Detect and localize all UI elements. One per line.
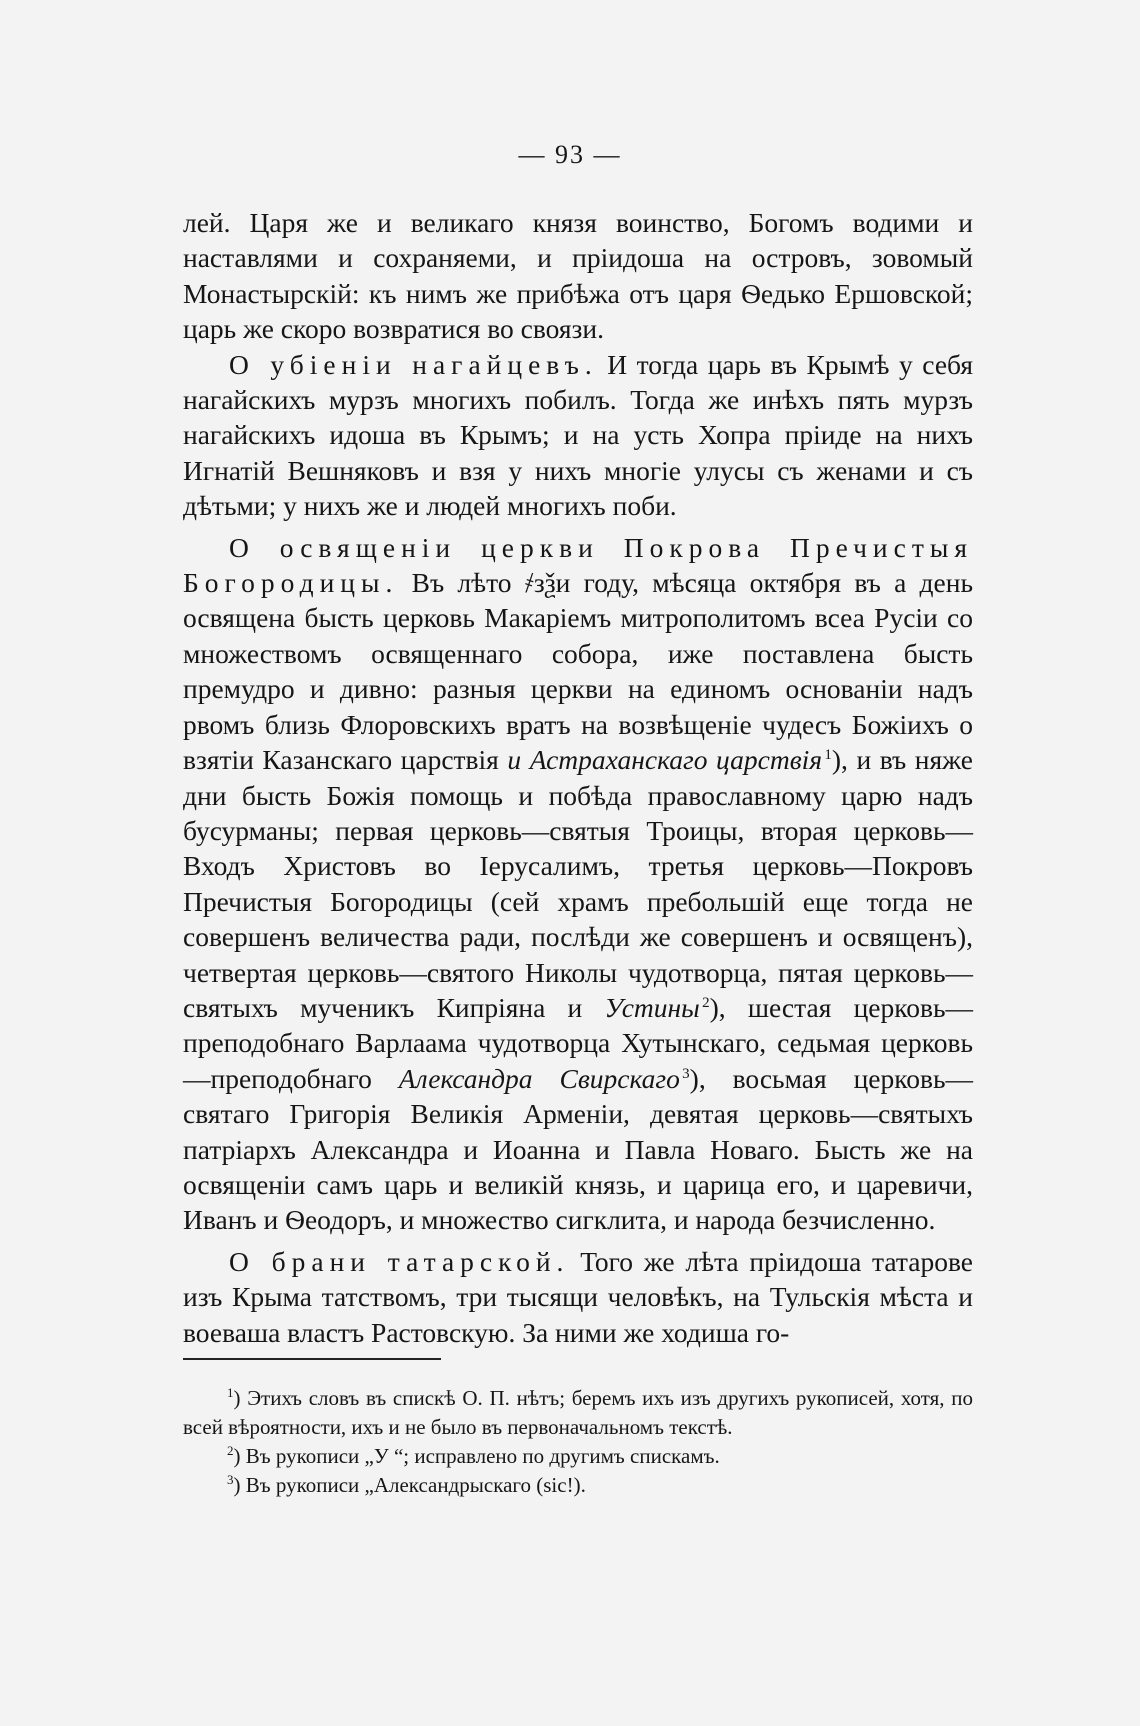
main-text xyxy=(183,205,973,1350)
footnote-3-text: ) Въ рукописи „Александрыскаго (sic!). xyxy=(233,1473,586,1497)
paragraph-1 xyxy=(183,205,973,347)
footnote-2 xyxy=(183,1442,973,1471)
paragraph-3-italic-b: Устины xyxy=(604,991,700,1023)
section-heading-church: О освященіи церкви Покрова Пречистыя Богородицы. xyxy=(183,531,973,599)
paragraph-2 xyxy=(183,347,973,524)
paragraph-3-text-c: ), шестая церковь—преподобнаго Варлаама чудотворца Хутынскаго, седьмая церковь—преподобнаго xyxy=(183,991,973,1094)
paragraph-3-text-a: Въ лѣто ҂зѯи году, мѣсяца октября въ а день освящена бысть церковь Макаріемъ митрополитомъ всеа Русіи со множествомъ освященнаго собора, иже поставлена бысть премудро и дивно: разныя церкви на единомъ основаніи надъ рвомъ близь Флоровскихъ вратъ на возвѣщеніе чудесъ Божіихъ о взятіи Казанскаго царствія xyxy=(183,567,973,776)
paragraph-3-text-b: ), и въ няже дни бысть Божія помощь и побѣда православному царю надъ бусурманы; первая церковь—святыя Троицы, вторая церковь—Входъ Христовъ во Іерусалимъ, третья церковь—Покровъ Пречистыя Богородицы (сей храмъ пребольшій еще тогда не совершенъ величества ради, послѣди же совершенъ и освященъ), четвертая церковь—святого Николы чудотворца, пятая церковь—святыхъ мученикъ Кипріяна и xyxy=(183,744,974,1023)
paragraph-3 xyxy=(183,530,973,1238)
footnote-1-text: ) Этихъ словъ въ спискѣ О. П. нѣтъ; беремъ ихъ изъ другихъ рукописей, хотя, по всей вѣроятности, ихъ и не было въ первоначальномъ текстѣ. xyxy=(183,1386,973,1439)
paragraph-3-italic-c: Александра Свирскаго xyxy=(398,1062,680,1094)
section-heading-nagai: О убіеніи нагайцевъ. xyxy=(229,348,598,380)
paragraph-2-text: И тогда царь въ Крымѣ у себя нагайскихъ мурзъ многихъ побилъ. Тогда же инѣхъ пять мурзъ нагайскихъ идоша въ Крымъ; и на усть Хопра пріиде на нихъ Игнатій Вешняковъ и взя у нихъ многіе улусы съ женами и съ дѣтьми; у нихъ же и людей многихъ поби. xyxy=(183,348,973,522)
footnote-ref-2: 2 xyxy=(702,994,710,1011)
footnote-divider xyxy=(183,1358,441,1360)
footnote-1-mark: 1 xyxy=(227,1385,234,1400)
paragraph-3-italic-a: и Астраханскаго царствія xyxy=(507,744,823,776)
footnote-3 xyxy=(183,1471,973,1500)
footnote-ref-1: 1 xyxy=(824,746,832,763)
section-heading-tatar: О брани татарской. xyxy=(229,1245,570,1277)
paragraph-4-text: Того же лѣта пріидоша татарове изъ Крыма татствомъ, три тысящи человѣкъ, на Тульскія мѣста и воеваша властъ Растовскую. За ними же ходиша го- xyxy=(183,1245,973,1348)
footnote-ref-3: 3 xyxy=(682,1065,690,1082)
footnote-2-mark: 2 xyxy=(227,1443,234,1458)
footnote-2-text: ) Въ рукописи „У “; исправлено по другимъ спискамъ. xyxy=(233,1444,720,1468)
paragraph-1-text: лей. Царя же и великаго князя воинство, Богомъ водими и наставлями и сохраняеми, и пріидоша на островъ, зовомый Монастырскій: къ нимъ же прибѣжа отъ царя Ѳедько Ершовской; царь же скоро возвратися во своязи. xyxy=(183,207,973,345)
paragraph-3-text-d: ), восьмая церковь—святаго Григорія Великія Арменіи, девятая церковь—святыхъ патріархъ Александра и Иоанна и Павла Новаго. Бысть же на освященіи самъ царь и великій князь, и царица его, и царевичи, Иванъ и Ѳеодоръ, и множество сигклита, и народа безчисленно. xyxy=(183,1062,973,1236)
footnotes xyxy=(183,1384,973,1500)
page-number: — 93 — xyxy=(518,140,622,169)
footnote-3-mark: 3 xyxy=(227,1472,234,1487)
footnote-1 xyxy=(183,1384,973,1442)
paragraph-4 xyxy=(183,1244,973,1350)
